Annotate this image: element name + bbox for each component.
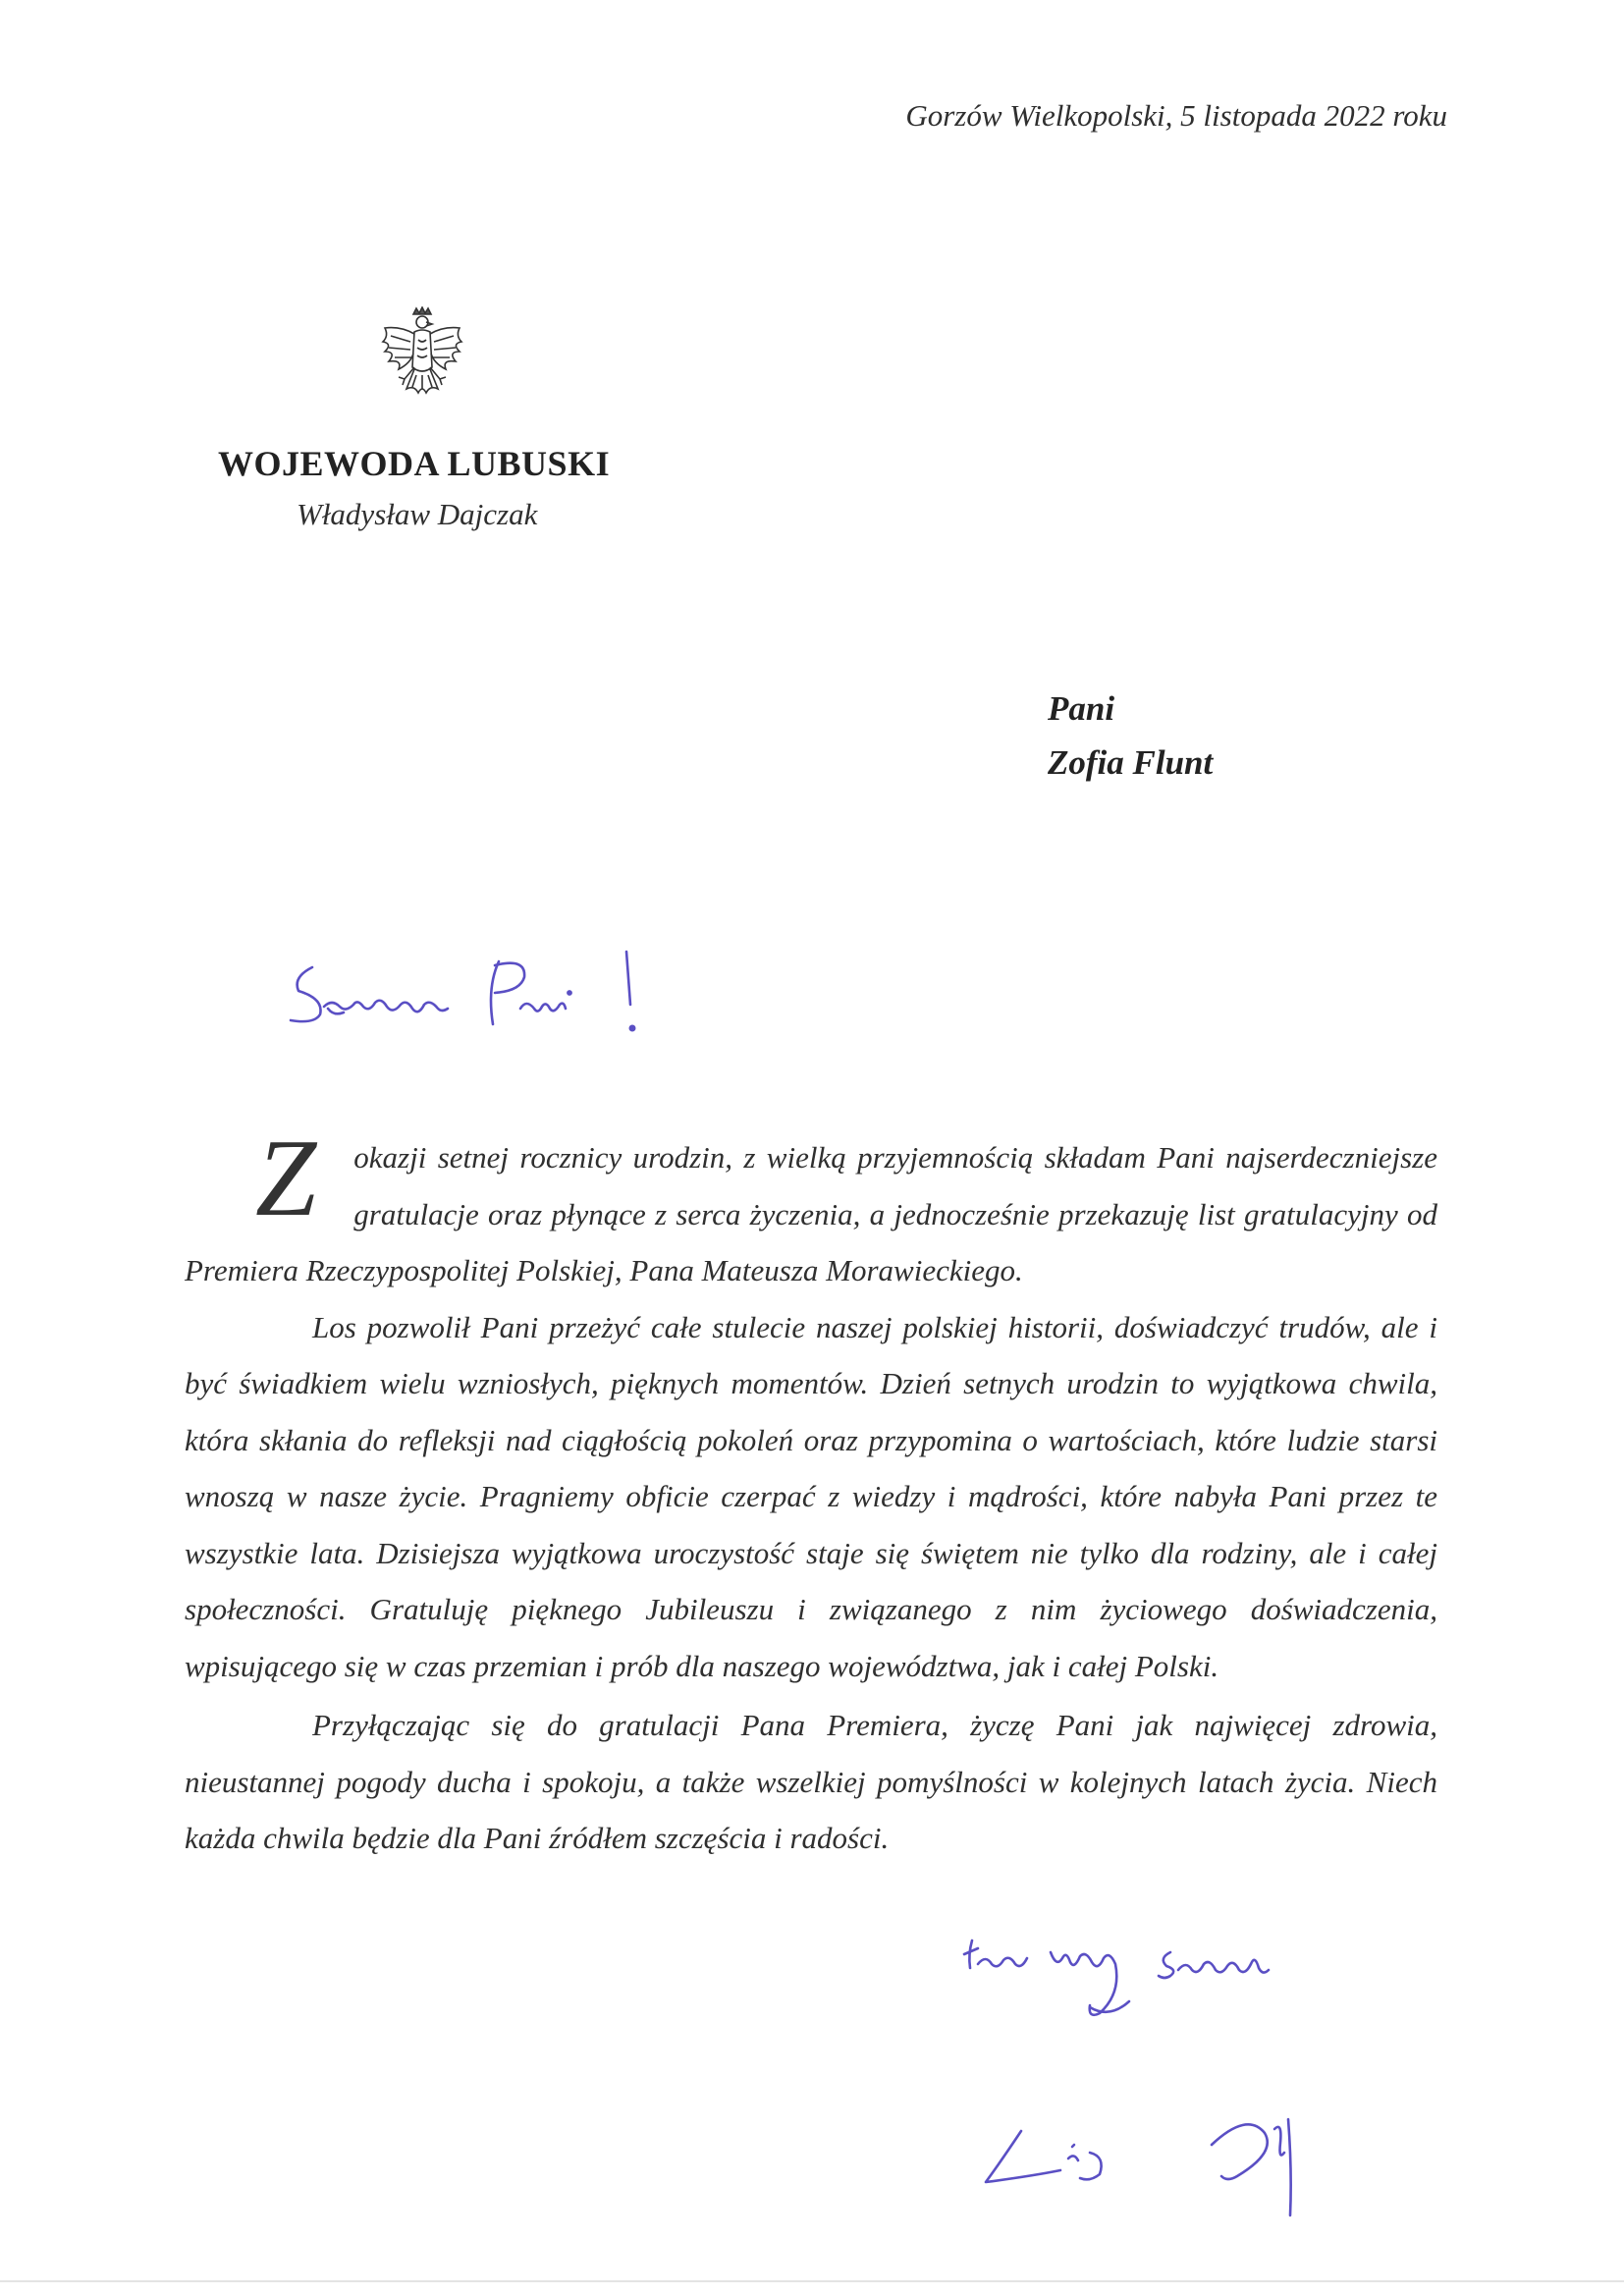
place-date: Gorzów Wielkopolski, 5 listopada 2022 roku <box>905 98 1447 133</box>
polish-eagle-icon <box>377 306 467 410</box>
paragraph-2: Los pozwolił Pani przeżyć całe stulecie naszej polskiej historii, doświadczyć trudów, ale i być świadkiem wielu wzniosłych, pięknych momentów. Dzień setnych urodzin to wyjątkowa chwila, która skłania do refleksji nad ciągłością pokoleń oraz przypomina o wartościach, które ludzie starsi wnoszą w nasze życie. Pragniemy obficie czerpać z wiedzy i mądrości, które nabyła Pani przez te wszystkie lata. Dzisiejsza wyjątkowa uroczystość staje się świętem nie tylko dla rodziny, ale i całej społeczności. Gratuluję pięknego Jubileuszu i związanego z nim życiowego doświadczenia, wpisującego się w czas przemian i prób dla naszego województwa, jak i całej Polski. <box>185 1309 1437 1683</box>
office-title: WOJEWODA LUBUSKI <box>218 444 611 483</box>
letter-body <box>185 1118 1437 1867</box>
office-holder-name: Władysław Dajczak <box>297 497 538 531</box>
handwritten-closing-and-signature <box>943 1925 1453 2219</box>
recipient-title: Pani <box>1048 689 1115 728</box>
paragraph-3: Przyłączając się do gratulacji Pana Premiera, życzę Pani jak najwięcej zdrowia, nieustannej pogody ducha i spokoju, a także wszelkiej pomyślności w kolejnych latach życia. Niech każda chwila będzie dla Pani źródłem szczęścia i radości. <box>185 1708 1437 1855</box>
page-bottom-edge <box>0 2280 1624 2282</box>
drop-cap: Z <box>255 1118 317 1239</box>
handwritten-salutation <box>285 948 677 1056</box>
recipient-name: Zofia Flunt <box>1048 743 1214 782</box>
paragraph-1 <box>185 1118 1437 1299</box>
recipient-block <box>1048 682 1213 790</box>
paragraph-1-text: okazji setnej rocznicy urodzin, z wielką przyjemnością składam Pani najserdeczniejsze gratulacje oraz płynące z serca życzenia, a jednocześnie przekazuję list gratulacyjny od Premiera Rzeczypospolitej Polskiej, Pana Mateusza Morawieckiego. <box>185 1140 1437 1287</box>
